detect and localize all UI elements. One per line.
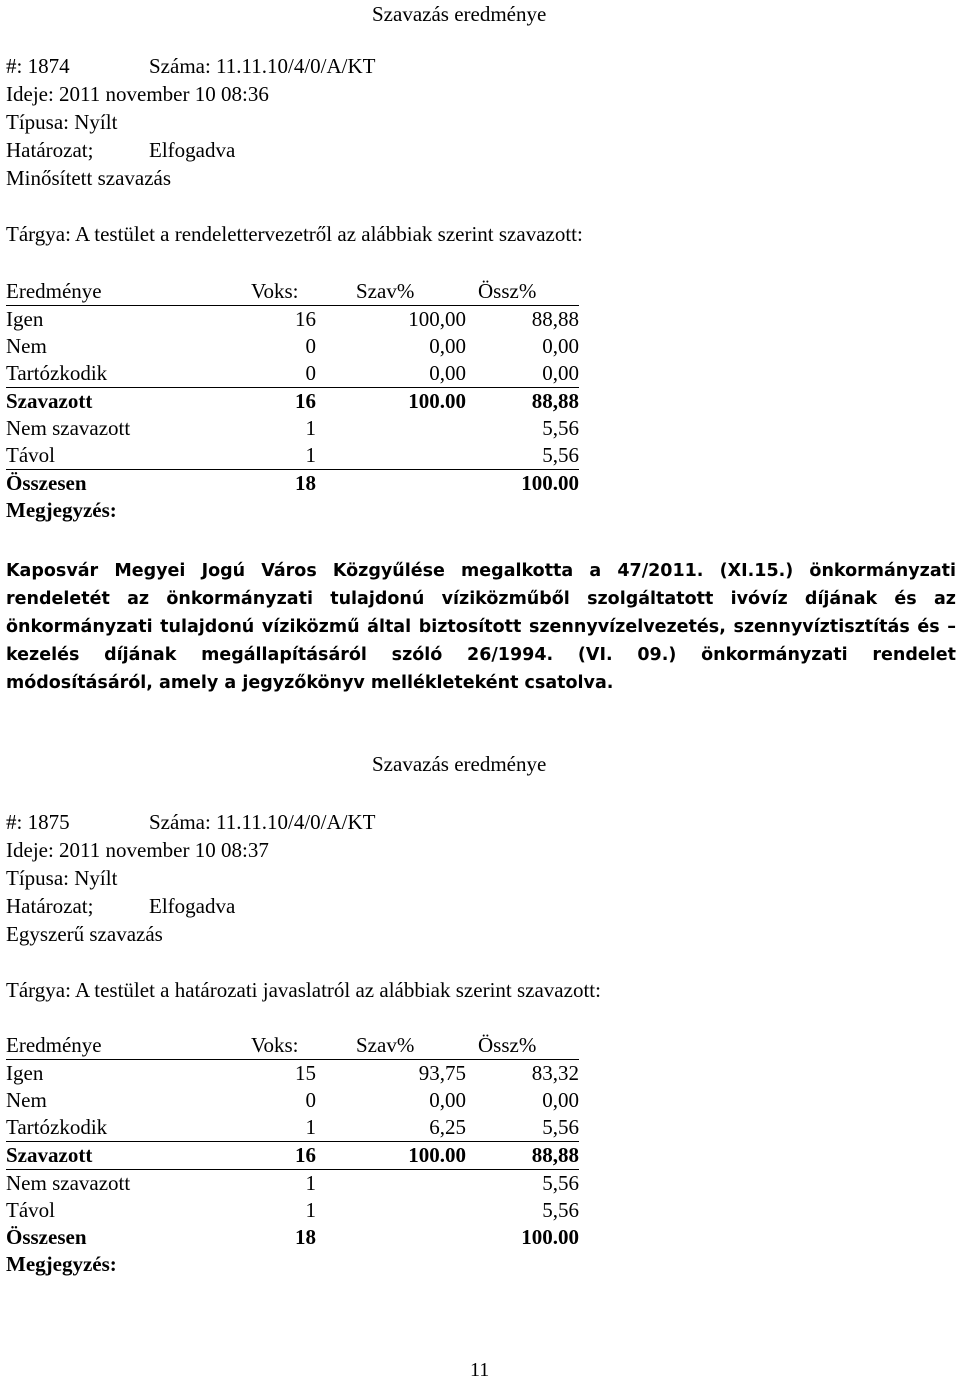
row-vote-percent (316, 442, 466, 470)
row-votes: 18 (295, 1225, 316, 1249)
vote-registry-number: Száma: 11.11.10/4/0/A/KT (149, 810, 376, 834)
row-votes: 1 (305, 416, 316, 440)
row-total-percent: 5,56 (466, 1114, 579, 1142)
row-total-percent (466, 1251, 579, 1278)
table-header-row (6, 1032, 579, 1060)
vote-subject: Tárgya: A testület a határozati javaslatról az alábbiak szerint szavazott: (6, 978, 601, 1002)
row-vote-percent (316, 1170, 466, 1198)
header-result: Eredménye (6, 278, 176, 306)
row-total-percent: 5,56 (542, 416, 579, 440)
row-total-percent: 88,88 (531, 389, 579, 413)
vote-number-line (6, 54, 376, 78)
header-vote-percent: Szav% (316, 278, 466, 306)
table-row (6, 1197, 579, 1224)
row-label: Nem szavazott (6, 416, 131, 440)
row-votes: 1 (305, 1198, 316, 1222)
row-label: Összesen (6, 471, 87, 495)
vote-time: Ideje: 2011 november 10 08:37 (6, 838, 269, 862)
row-votes: 15 (295, 1061, 316, 1085)
page-number: 11 (470, 1359, 490, 1381)
header-votes: Voks: (176, 1032, 316, 1060)
row-vote-percent: 0,00 (429, 1088, 466, 1112)
vote-mode: Egyszerű szavazás (6, 922, 163, 946)
row-vote-percent: 100.00 (408, 389, 466, 413)
row-label: Igen (6, 1061, 44, 1085)
row-label: Szavazott (6, 389, 93, 413)
row-total-percent: 0,00 (542, 334, 579, 358)
section-title: Szavazás eredménye (372, 2, 547, 26)
row-vote-percent (316, 1197, 466, 1224)
table-row (6, 1087, 579, 1114)
vote-number: #: 1874 (6, 54, 70, 78)
row-vote-percent: 93,75 (418, 1061, 466, 1085)
row-vote-percent: 100.00 (316, 1142, 466, 1170)
row-votes (176, 497, 316, 524)
table-row (6, 333, 579, 360)
table-row (6, 1170, 579, 1198)
row-label: Távol (6, 442, 176, 470)
row-vote-percent: 100,00 (408, 307, 466, 331)
row-total-percent: 5,56 (542, 1198, 579, 1222)
table-row (6, 1251, 579, 1278)
table-row (6, 415, 579, 442)
row-votes: 16 (295, 389, 316, 413)
row-vote-percent (316, 1224, 466, 1251)
vote-decision-line (6, 138, 236, 162)
vote-time: Ideje: 2011 november 10 08:36 (6, 82, 269, 106)
results-table (6, 278, 579, 524)
row-votes: 18 (295, 471, 316, 495)
vote-number-line (6, 810, 376, 834)
header-votes: Voks: (176, 278, 316, 306)
row-label: Igen (6, 307, 44, 331)
table-row (6, 306, 579, 334)
row-label: Nem (6, 334, 47, 358)
row-label: Szavazott (6, 1142, 176, 1170)
row-votes: 16 (176, 1142, 316, 1170)
row-label: Nem szavazott (6, 1171, 131, 1195)
row-votes: 1 (176, 1114, 316, 1142)
decision-description: Kaposvár Megyei Jogú Város Közgyűlése megalkotta a 47/2011. (XI.15.) önkormányzati rendeletét az önkormányzati tulajdonú víziközműből szolgáltatott ivóvíz díjának és az önkormányzati tulajdonú víziközmű által biztosított szennyvízelvezetés, szennyvíztisztítás és –kezelés díjának megállapításáról szóló 26/1994. (VI. 09.) önkormányzati rendelet módosításáról, amely a jegyzőkönyv mellékleteként csatolva. (6, 561, 956, 693)
header-vote-percent: Szav% (316, 1032, 466, 1060)
table-row (6, 470, 579, 498)
row-total-percent (466, 497, 579, 524)
header-result: Eredménye (6, 1032, 176, 1060)
row-vote-percent (316, 470, 466, 498)
row-total-percent: 83,32 (531, 1061, 579, 1085)
vote-decision-line (6, 894, 236, 918)
row-votes: 16 (295, 307, 316, 331)
row-votes: 1 (305, 1171, 316, 1195)
vote-type: Típusa: Nyílt (6, 866, 118, 890)
row-vote-percent: 0,00 (316, 360, 466, 388)
row-vote-percent (316, 1251, 466, 1278)
row-total-percent: 0,00 (466, 360, 579, 388)
row-votes (176, 1251, 316, 1278)
row-total-percent: 0,00 (542, 1088, 579, 1112)
results-table (6, 1032, 579, 1278)
header-total-percent: Össz% (466, 278, 579, 306)
vote-number: #: 1875 (6, 810, 70, 834)
table-header-row (6, 278, 579, 306)
table-row (6, 388, 579, 416)
row-label: Tartózkodik (6, 1114, 176, 1142)
section-title: Szavazás eredménye (372, 752, 547, 776)
table-row (6, 1060, 579, 1088)
row-votes: 1 (176, 442, 316, 470)
table-row (6, 1224, 579, 1251)
row-vote-percent (316, 497, 466, 524)
row-label: Megjegyzés: (6, 498, 117, 522)
row-total-percent: 88,88 (466, 1142, 579, 1170)
row-total-percent: 100.00 (521, 471, 579, 495)
table-row (6, 360, 579, 388)
vote-subject: Tárgya: A testület a rendelettervezetről az alábbiak szerint szavazott: (6, 222, 583, 246)
row-label: Összesen (6, 1225, 87, 1249)
table-row (6, 442, 579, 470)
row-label: Nem (6, 1088, 47, 1112)
row-vote-percent: 0,00 (429, 334, 466, 358)
row-label: Távol (6, 1198, 55, 1222)
row-total-percent: 5,56 (466, 442, 579, 470)
table-row (6, 1142, 579, 1170)
decision-value: Elfogadva (149, 138, 236, 162)
row-vote-percent (316, 415, 466, 442)
decision-label: Határozat; (6, 138, 94, 162)
row-total-percent: 88,88 (531, 307, 579, 331)
table-row (6, 497, 579, 524)
vote-type: Típusa: Nyílt (6, 110, 118, 134)
row-total-percent: 5,56 (542, 1171, 579, 1195)
decision-label: Határozat; (6, 894, 94, 918)
row-votes: 0 (176, 360, 316, 388)
row-total-percent: 100.00 (521, 1225, 579, 1249)
row-votes: 0 (305, 1088, 316, 1112)
row-vote-percent: 6,25 (316, 1114, 466, 1142)
row-label: Tartózkodik (6, 360, 176, 388)
row-label: Megjegyzés: (6, 1252, 117, 1276)
table-row (6, 1114, 579, 1142)
header-total-percent: Össz% (466, 1032, 579, 1060)
vote-registry-number: Száma: 11.11.10/4/0/A/KT (149, 54, 376, 78)
vote-mode: Minősített szavazás (6, 166, 172, 190)
decision-value: Elfogadva (149, 894, 236, 918)
row-votes: 0 (305, 334, 316, 358)
